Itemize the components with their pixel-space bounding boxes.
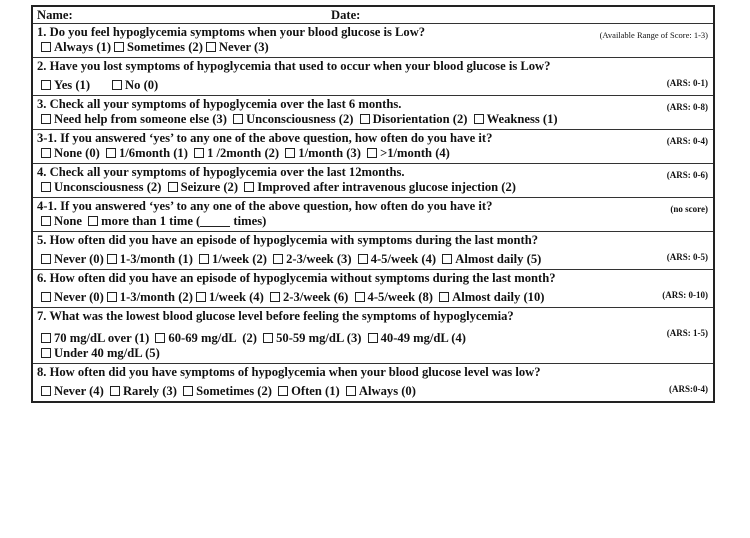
checkbox[interactable] bbox=[196, 292, 206, 302]
checkbox[interactable] bbox=[183, 386, 193, 396]
checkbox[interactable] bbox=[41, 254, 51, 264]
date-label: Date: bbox=[331, 8, 361, 22]
header-row bbox=[33, 7, 713, 24]
option-label: Never (0) bbox=[54, 252, 104, 266]
question-3-1-ars: (ARS: 0-4) bbox=[666, 136, 708, 146]
option-label: 40-49 mg/dL (4) bbox=[380, 331, 466, 345]
checkbox[interactable] bbox=[244, 182, 254, 192]
option-label: 60-69 mg/dL (2) bbox=[168, 331, 257, 345]
option-label: 1-3/month (1) bbox=[119, 252, 193, 266]
option-label: Never (0) bbox=[54, 290, 104, 304]
question-5-options bbox=[37, 252, 709, 267]
checkbox[interactable] bbox=[474, 114, 484, 124]
option-label: Improved after intravenous glucose injection (2) bbox=[257, 180, 516, 194]
option-label: Under 40 mg/dL (5) bbox=[54, 346, 160, 360]
option-label: Seizure (2) bbox=[180, 180, 239, 194]
question-8 bbox=[33, 364, 713, 401]
question-6 bbox=[33, 270, 713, 308]
question-6-options bbox=[37, 290, 709, 305]
question-4-1-options bbox=[37, 214, 709, 229]
question-2-text: 2. Have you lost symptoms of hypoglycemia that used to occur when your blood glucose is Low? bbox=[37, 59, 551, 73]
question-5 bbox=[33, 232, 713, 270]
question-1-text: 1. Do you feel hypoglycemia symptoms when your blood glucose is Low? bbox=[37, 25, 426, 39]
checkbox[interactable] bbox=[285, 148, 295, 158]
checkbox[interactable] bbox=[368, 333, 378, 343]
option-label: 4-5/week (4) bbox=[370, 252, 437, 266]
question-8-text: 8. How often did you have symptoms of hypoglycemia when your blood glucose level was low? bbox=[37, 365, 541, 379]
option-label: 4-5/week (8) bbox=[367, 290, 433, 304]
option-label: 1/month (3) bbox=[298, 146, 361, 160]
checkbox[interactable] bbox=[360, 114, 370, 124]
option-label: Often (1) bbox=[291, 384, 340, 398]
option-label: Sometimes (2) bbox=[196, 384, 272, 398]
checkbox[interactable] bbox=[41, 148, 51, 158]
question-1 bbox=[33, 24, 713, 58]
question-2-options bbox=[37, 78, 709, 93]
option-label: No (0) bbox=[125, 78, 159, 92]
checkbox[interactable] bbox=[114, 42, 124, 52]
times-blank-field[interactable] bbox=[200, 215, 230, 227]
checkbox[interactable] bbox=[194, 148, 204, 158]
checkbox[interactable] bbox=[358, 254, 368, 264]
checkbox[interactable] bbox=[110, 386, 120, 396]
option-label: Always (1) bbox=[54, 40, 112, 54]
option-label: more than 1 time ( bbox=[101, 214, 201, 228]
question-3-1 bbox=[33, 130, 713, 164]
checkbox[interactable] bbox=[263, 333, 273, 343]
option-label: Always (0) bbox=[358, 384, 416, 398]
question-2 bbox=[33, 58, 713, 96]
option-label: Sometimes (2) bbox=[127, 40, 203, 54]
checkbox[interactable] bbox=[442, 254, 452, 264]
checkbox[interactable] bbox=[273, 254, 283, 264]
checkbox[interactable] bbox=[41, 333, 51, 343]
option-label: Disorientation (2) bbox=[372, 112, 468, 126]
question-4 bbox=[33, 164, 713, 198]
option-label: 2-3/week (6) bbox=[282, 290, 349, 304]
checkbox[interactable] bbox=[41, 386, 51, 396]
checkbox[interactable] bbox=[41, 348, 51, 358]
option-label: Almost daily (10) bbox=[452, 290, 545, 304]
question-4-text: 4. Check all your symptoms of hypoglycemia over the last 12months. bbox=[37, 165, 405, 179]
checkbox[interactable] bbox=[367, 148, 377, 158]
checkbox[interactable] bbox=[206, 42, 216, 52]
question-3-text: 3. Check all your symptoms of hypoglycemia over the last 6 months. bbox=[37, 97, 402, 111]
question-8-ars: (ARS:0-4) bbox=[669, 384, 708, 394]
question-4-1 bbox=[33, 198, 713, 232]
checkbox[interactable] bbox=[41, 114, 51, 124]
checkbox[interactable] bbox=[168, 182, 178, 192]
question-3-options bbox=[37, 112, 709, 127]
checkbox[interactable] bbox=[155, 333, 165, 343]
option-label: >1/month (4) bbox=[380, 146, 450, 160]
option-label: 1/week (2) bbox=[212, 252, 267, 266]
option-label: 50-59 mg/dL (3) bbox=[276, 331, 362, 345]
option-label: Yes (1) bbox=[54, 78, 91, 92]
option-label: None bbox=[54, 214, 82, 228]
option-label: Never (4) bbox=[54, 384, 104, 398]
question-6-ars: (ARS: 0-10) bbox=[662, 290, 708, 300]
option-label: Rarely (3) bbox=[122, 384, 177, 398]
option-label: 70 mg/dL over (1) bbox=[54, 331, 150, 345]
question-4-ars: (ARS: 0-6) bbox=[666, 170, 708, 180]
checkbox[interactable] bbox=[41, 216, 51, 226]
question-7 bbox=[33, 308, 713, 364]
option-label: times) bbox=[233, 214, 267, 228]
option-label: Unconsciousness (2) bbox=[54, 180, 162, 194]
checkbox[interactable] bbox=[41, 80, 51, 90]
option-label: 1/week (4) bbox=[208, 290, 264, 304]
question-4-options bbox=[37, 180, 709, 195]
checkbox[interactable] bbox=[199, 254, 209, 264]
checkbox[interactable] bbox=[439, 292, 449, 302]
question-4-1-text: 4-1. If you answered ‘yes’ to any one of the above question, how often do you have it? bbox=[37, 199, 493, 213]
question-3 bbox=[33, 96, 713, 130]
option-label: 2-3/week (3) bbox=[286, 252, 352, 266]
option-label: None (0) bbox=[54, 146, 100, 160]
question-2-ars: (ARS: 0-1) bbox=[666, 78, 708, 88]
question-7-options bbox=[37, 331, 709, 346]
option-label: Almost daily (5) bbox=[455, 252, 542, 266]
checkbox[interactable] bbox=[270, 292, 280, 302]
checkbox[interactable] bbox=[355, 292, 365, 302]
checkbox[interactable] bbox=[107, 254, 117, 264]
question-7-ars: (ARS: 1-5) bbox=[666, 328, 708, 338]
checkbox[interactable] bbox=[278, 386, 288, 396]
hypoglycemia-questionnaire bbox=[31, 5, 715, 403]
question-4-1-ars: (no score) bbox=[670, 204, 708, 214]
question-3-1-options bbox=[37, 146, 709, 161]
checkbox[interactable] bbox=[112, 80, 122, 90]
checkbox[interactable] bbox=[346, 386, 356, 396]
checkbox[interactable] bbox=[233, 114, 243, 124]
question-6-text: 6. How often did you have an episode of hypoglycemia without symptoms during the last month? bbox=[37, 271, 556, 285]
question-1-ars: (Available Range of Score: 1-3) bbox=[599, 30, 708, 40]
checkbox[interactable] bbox=[41, 292, 51, 302]
option-label: Need help from someone else (3) bbox=[54, 112, 227, 126]
checkbox[interactable] bbox=[88, 216, 98, 226]
checkbox[interactable] bbox=[107, 292, 117, 302]
name-label: Name: bbox=[37, 8, 73, 22]
question-5-ars: (ARS: 0-5) bbox=[666, 252, 708, 262]
question-5-text: 5. How often did you have an episode of hypoglycemia with symptoms during the last month? bbox=[37, 233, 538, 247]
question-3-1-text: 3-1. If you answered ‘yes’ to any one of the above question, how often do you have it? bbox=[37, 131, 493, 145]
question-7-options-line-2 bbox=[37, 346, 709, 361]
option-label: 1-3/month (2) bbox=[119, 290, 193, 304]
option-label: Weakness (1) bbox=[486, 112, 558, 126]
question-8-options bbox=[37, 384, 709, 399]
question-7-text: 7. What was the lowest blood glucose level before feeling the symptoms of hypoglycemia? bbox=[37, 309, 514, 323]
option-label: 1/6month (1) bbox=[118, 146, 188, 160]
checkbox[interactable] bbox=[41, 42, 51, 52]
checkbox[interactable] bbox=[41, 182, 51, 192]
question-3-ars: (ARS: 0-8) bbox=[666, 102, 708, 112]
option-label: Never (3) bbox=[218, 40, 269, 54]
option-label: Unconsciousness (2) bbox=[246, 112, 354, 126]
checkbox[interactable] bbox=[106, 148, 116, 158]
option-label: 1 /2month (2) bbox=[207, 146, 280, 160]
